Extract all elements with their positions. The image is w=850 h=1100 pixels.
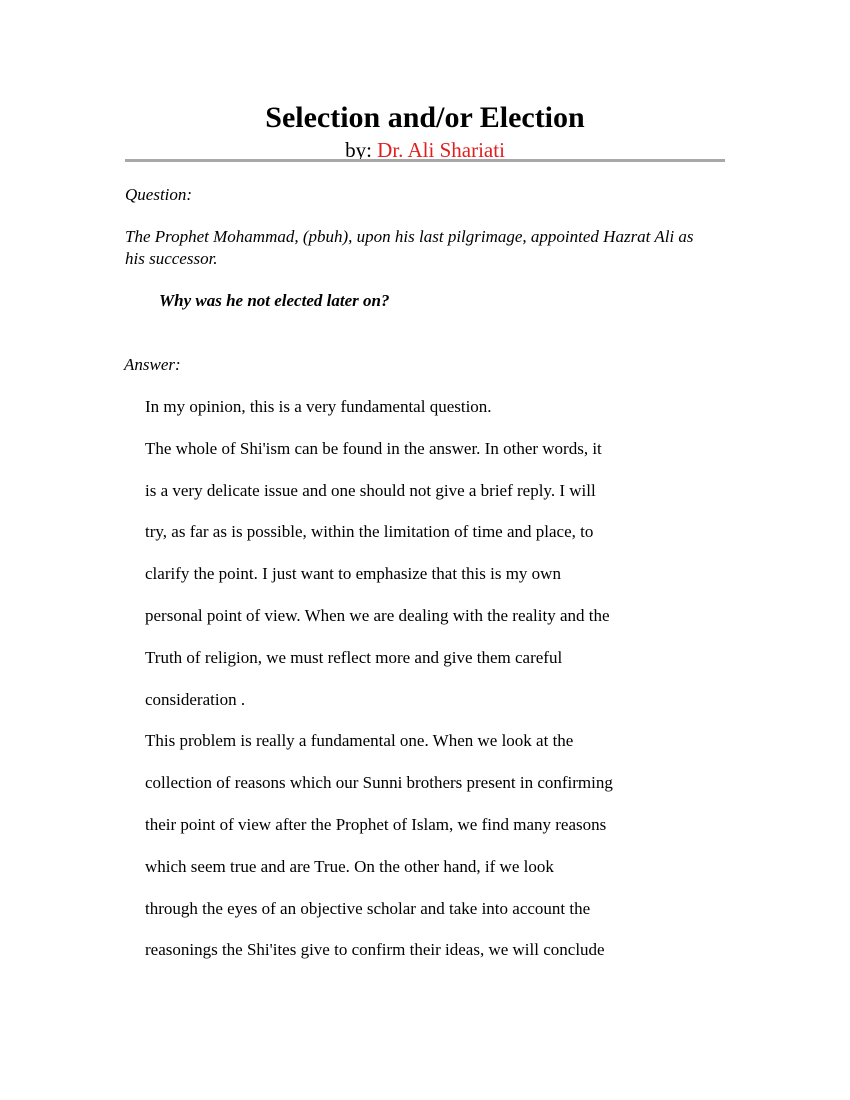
answer-line: clarify the point. I just want to emphasize that this is my own — [145, 564, 561, 584]
answer-line: through the eyes of an objective scholar and take into account the — [145, 898, 591, 918]
answer-line: consideration . — [145, 689, 246, 709]
author-name: Dr. Ali Shariati — [377, 138, 505, 162]
answer-body — [145, 396, 705, 981]
answer-label: Answer: — [124, 355, 181, 374]
answer-line: This problem is really a fundamental one. When we look at the — [145, 731, 574, 751]
answer-line: which seem true and are True. On the other hand, if we look — [145, 856, 554, 876]
answer-line: their point of view after the Prophet of Islam, we find many reasons — [145, 814, 607, 834]
question-emphasis: Why was he not elected later on? — [159, 291, 390, 310]
byline-prefix: by: — [345, 138, 378, 162]
document-title: Selection and/or Election — [265, 101, 585, 134]
answer-line: In my opinion, this is a very fundamental question. — [145, 397, 492, 416]
answer-line: personal point of view. When we are dealing with the reality and the — [145, 605, 610, 625]
answer-line: try, as far as is possible, within the limitation of time and place, to — [145, 522, 594, 542]
answer-line: is a very delicate issue and one should not give a brief reply. I will — [145, 480, 596, 500]
question-label: Question: — [125, 185, 193, 204]
answer-line: reasonings the Shi'ites give to confirm their ideas, we will conclude — [145, 940, 605, 960]
answer-line: The whole of Shi'ism can be found in the answer. In other words, it — [145, 438, 602, 458]
answer-line: collection of reasons which our Sunni brothers present in confirming — [145, 773, 613, 793]
answer-line: Truth of religion, we must reflect more and give them careful — [145, 647, 563, 667]
question-text: The Prophet Mohammad, (pbuh), upon his last pilgrimage, appointed Hazrat Ali as his successor. — [125, 227, 694, 268]
title-divider — [125, 159, 725, 162]
